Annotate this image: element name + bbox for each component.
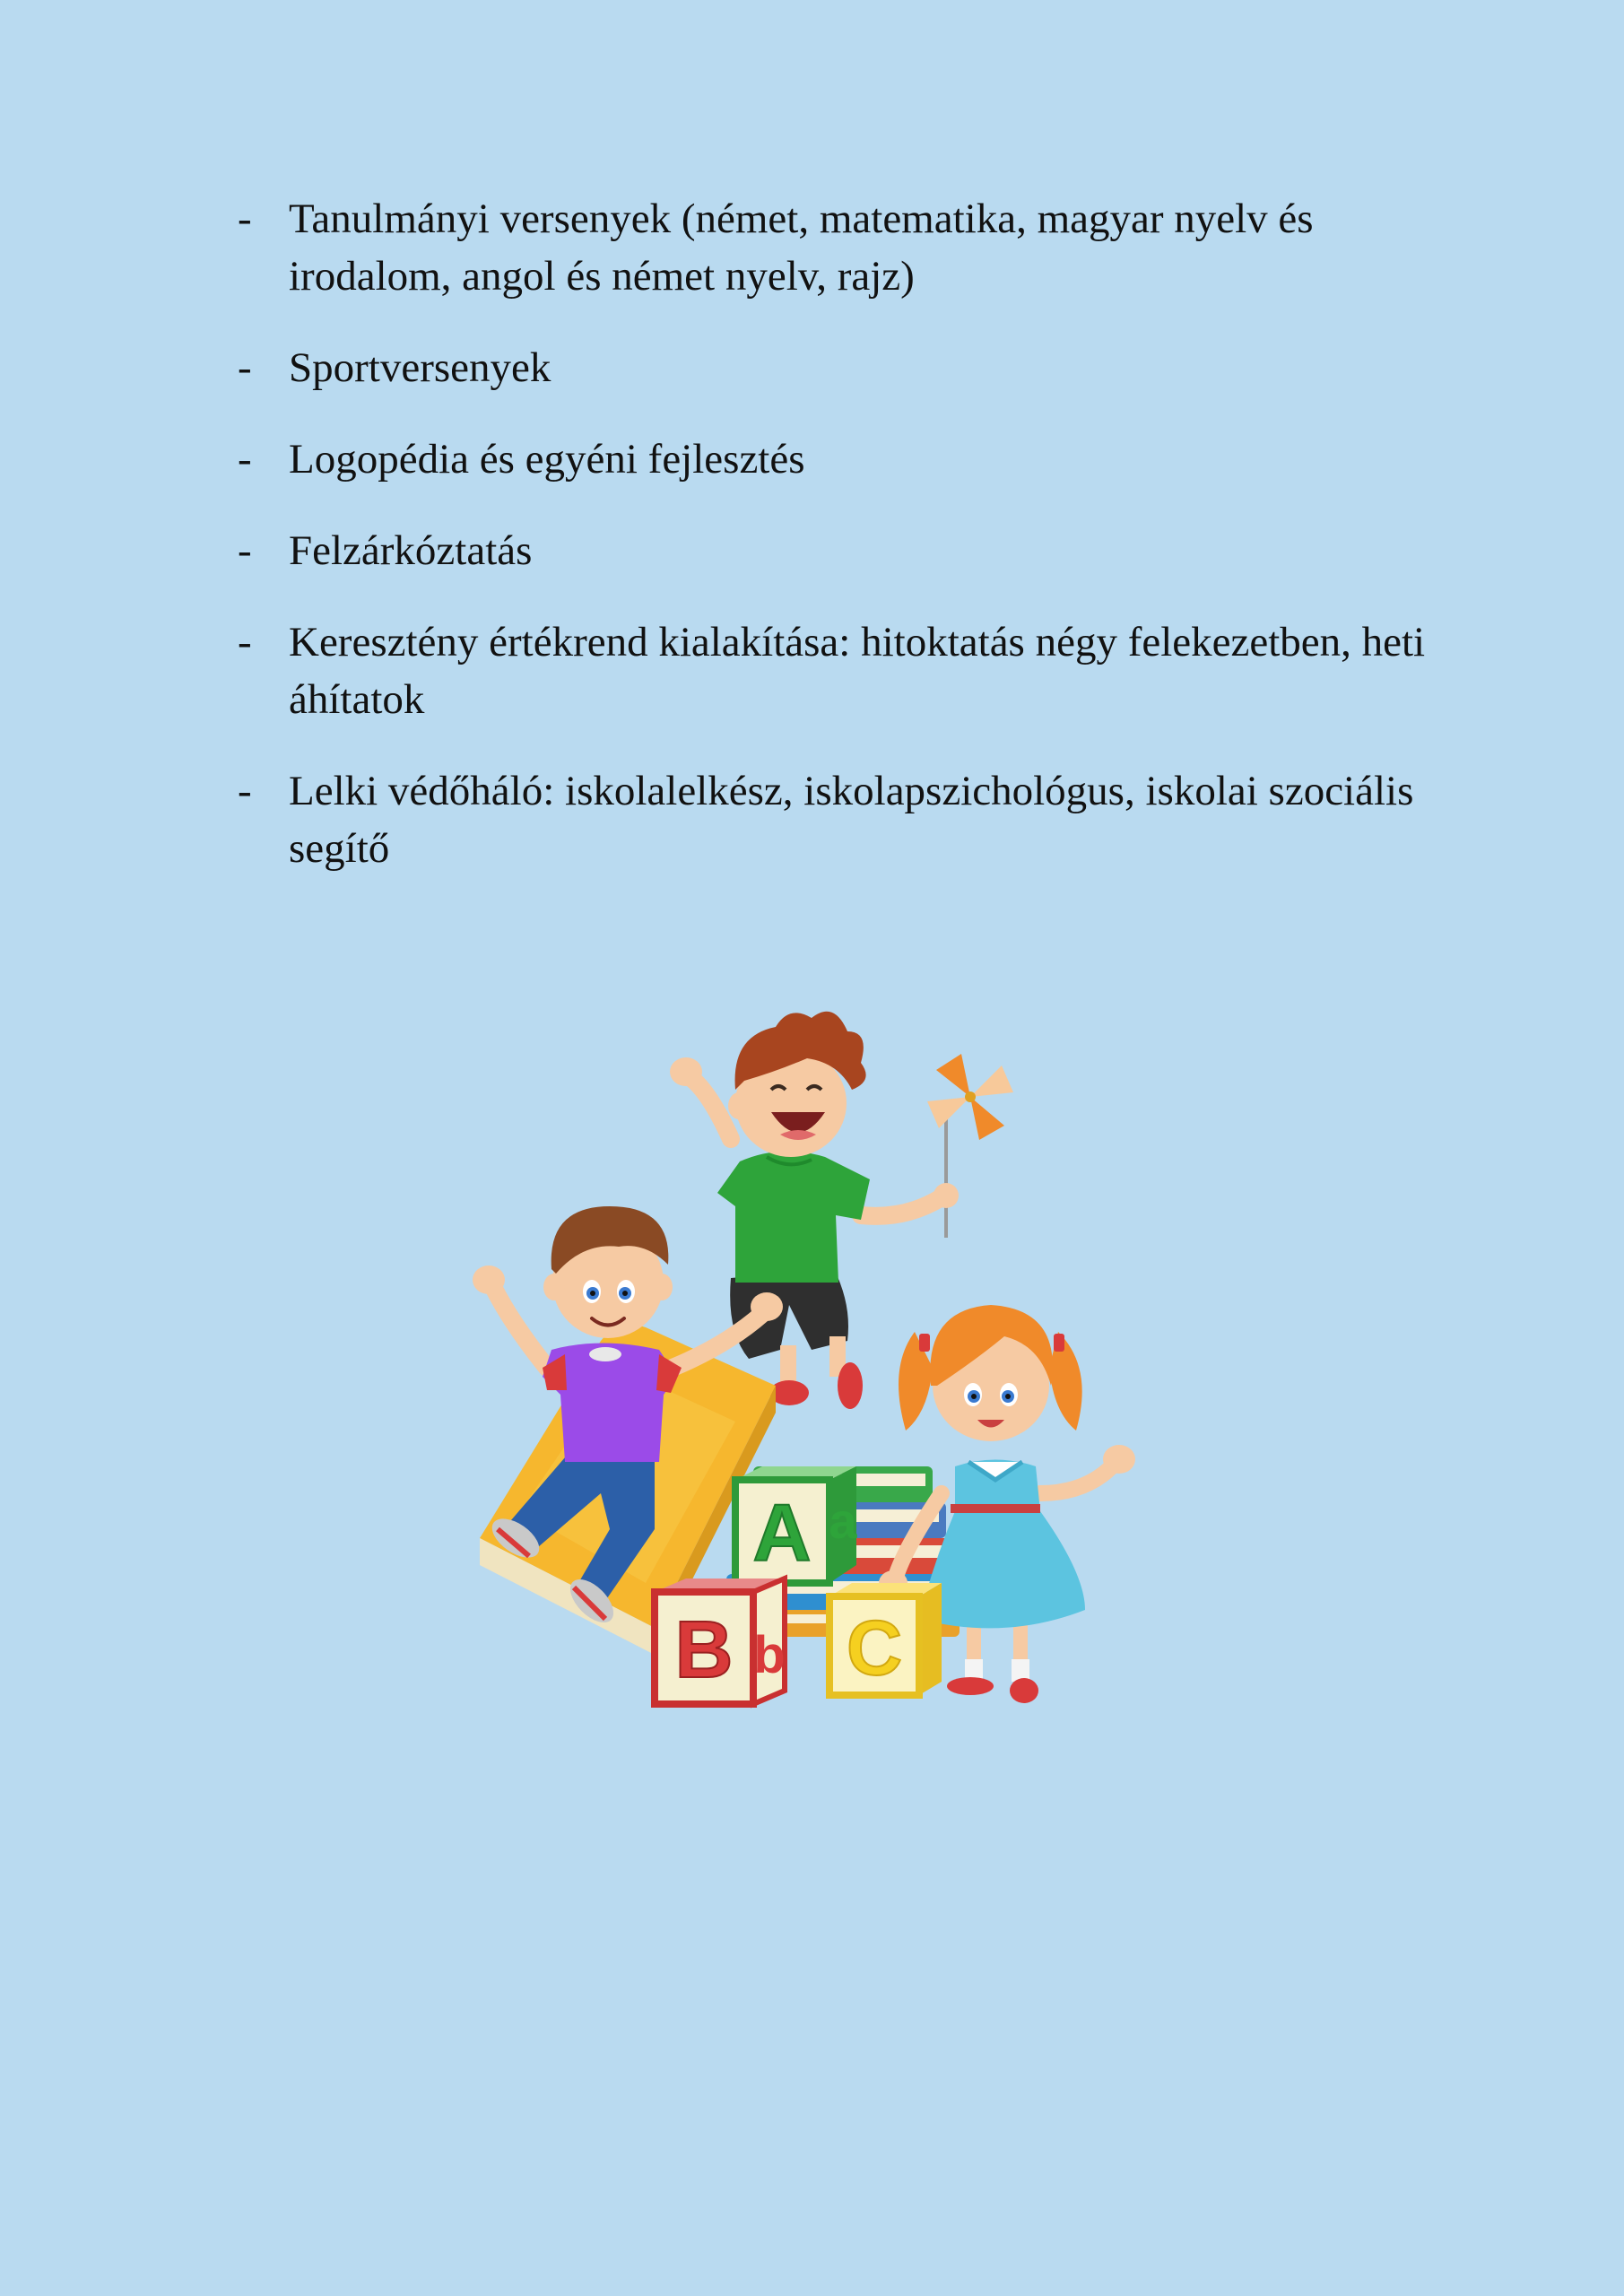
children-illustration	[466, 991, 1157, 1718]
svg-text:b: b	[753, 1626, 786, 1684]
list-item-text: Sportversenyek	[289, 344, 551, 391]
svg-text:a: a	[829, 1492, 857, 1549]
list-item-text: Logopédia és egyéni fejlesztés	[289, 436, 805, 483]
pinwheel-icon	[927, 1054, 1013, 1140]
svg-text:C: C	[846, 1605, 903, 1692]
list-item	[238, 522, 1430, 579]
list-item	[238, 613, 1430, 728]
activities-list	[238, 190, 1430, 911]
list-item	[238, 762, 1430, 877]
bullet-dash: -	[238, 196, 252, 242]
block-c	[829, 1583, 942, 1695]
list-item-text: Keresztény értékrend kialakítása: hitoktatás négy felekezetben, heti áhítatok	[289, 619, 1426, 723]
bullet-dash: -	[238, 768, 252, 814]
block-b	[655, 1578, 786, 1704]
bullet-dash: -	[238, 344, 252, 391]
svg-text:B: B	[674, 1605, 734, 1695]
bullet-dash: -	[238, 527, 252, 574]
list-item-text: Felzárkóztatás	[289, 527, 533, 574]
list-item	[238, 339, 1430, 396]
svg-text:A: A	[752, 1489, 812, 1578]
bullet-dash: -	[238, 436, 252, 483]
list-item	[238, 190, 1430, 305]
bullet-dash: -	[238, 619, 252, 665]
list-item-text: Tanulmányi versenyek (német, matematika, magyar nyelv és irodalom, angol és német nyelv, rajz)	[289, 196, 1314, 300]
block-a	[735, 1466, 857, 1583]
list-item-text: Lelki védőháló: iskolalelkész, iskolapszichológus, iskolai szociális segítő	[289, 768, 1414, 872]
list-item	[238, 430, 1430, 488]
